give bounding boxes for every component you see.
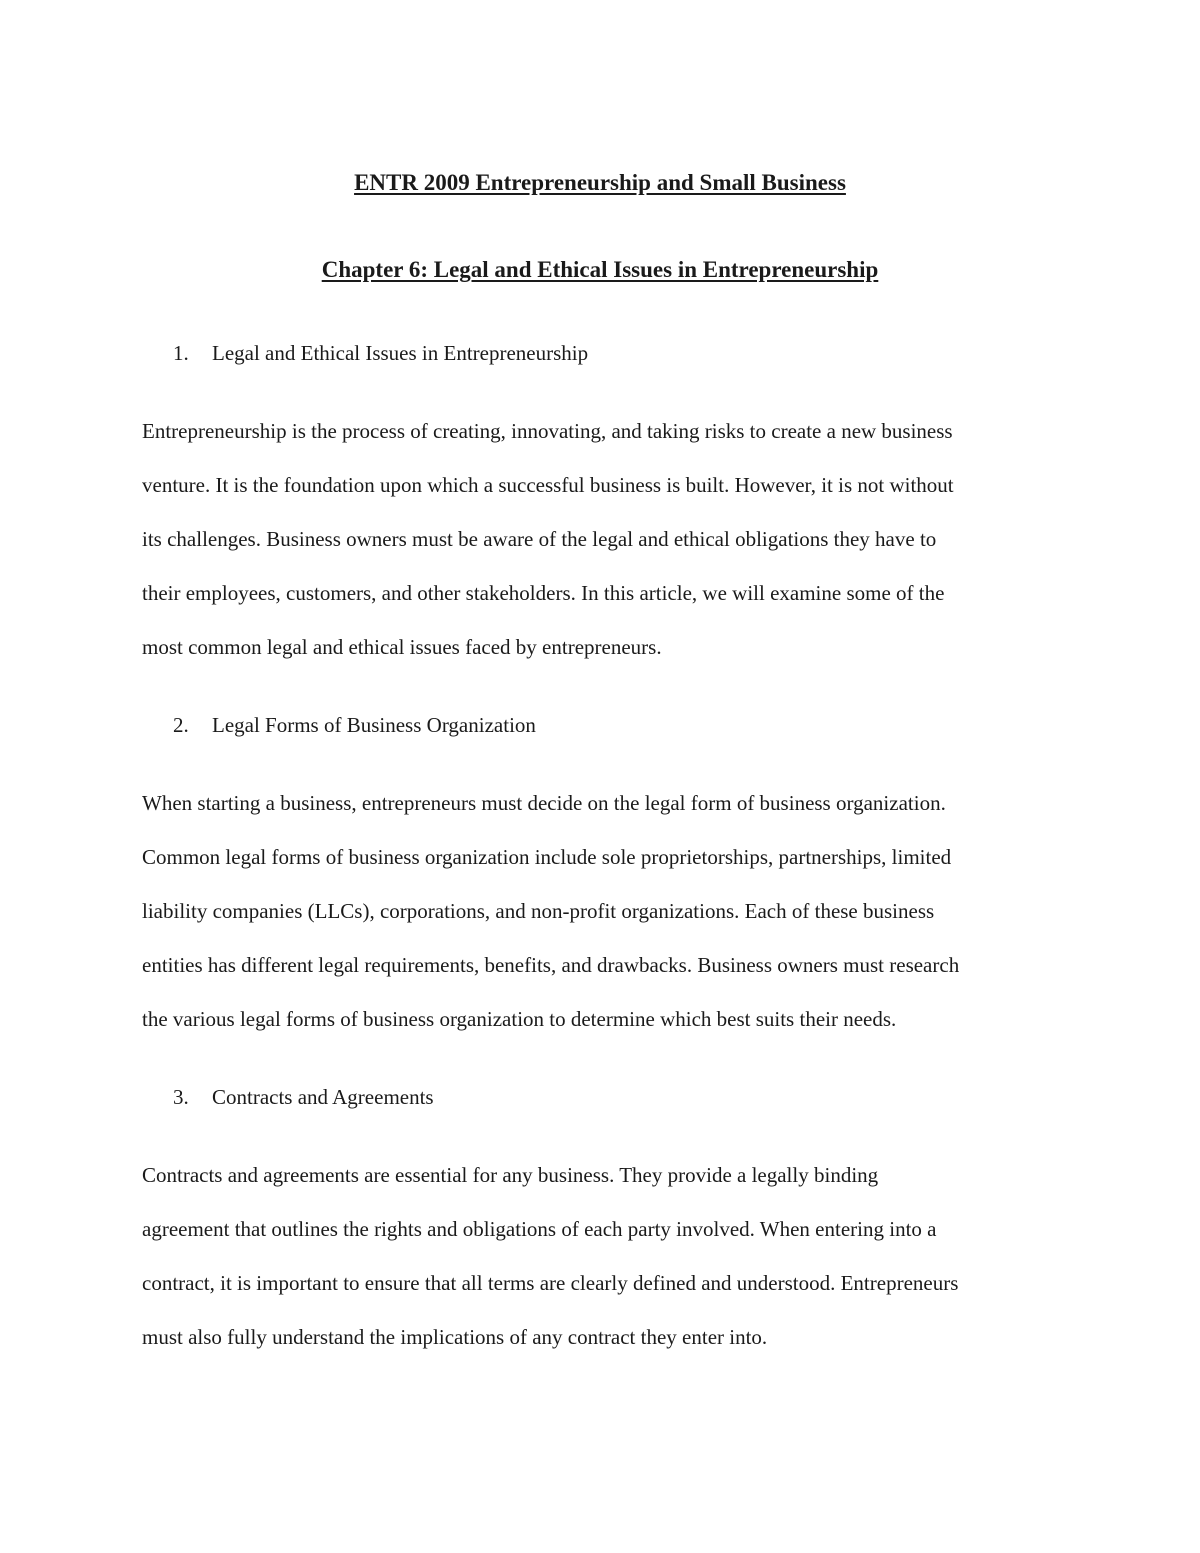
chapter-title: Chapter 6: Legal and Ethical Issues in Entrepreneurship bbox=[321, 257, 879, 282]
paragraph-line: Common legal forms of business organization include sole proprietorships, partnerships, limited bbox=[142, 845, 952, 869]
document-title: ENTR 2009 Entrepreneurship and Small Business bbox=[354, 170, 846, 195]
paragraph-line: liability companies (LLCs), corporations, and non-profit organizations. Each of these business bbox=[142, 899, 935, 923]
paragraph-line: Entrepreneurship is the process of creating, innovating, and taking risks to create a new business bbox=[142, 419, 953, 443]
paragraph-line: their employees, customers, and other stakeholders. In this article, we will examine some of the bbox=[142, 581, 945, 605]
paragraph-line: must also fully understand the implications of any contract they enter into. bbox=[142, 1325, 768, 1349]
section-heading: Contracts and Agreements bbox=[212, 1085, 434, 1109]
section-heading: Legal and Ethical Issues in Entrepreneurship bbox=[212, 341, 589, 365]
paragraph-line: contract, it is important to ensure that all terms are clearly defined and understood. Entrepreneurs bbox=[142, 1271, 959, 1295]
section-number: 1. bbox=[173, 341, 189, 365]
section-number: 2. bbox=[173, 713, 189, 737]
paragraph-line: most common legal and ethical issues faced by entrepreneurs. bbox=[142, 635, 662, 659]
paragraph-line: its challenges. Business owners must be aware of the legal and ethical obligations they have to bbox=[142, 527, 937, 551]
paragraph-line: the various legal forms of business organization to determine which best suits their needs. bbox=[142, 1007, 897, 1031]
section-number: 3. bbox=[173, 1085, 189, 1109]
paragraph-line: When starting a business, entrepreneurs must decide on the legal form of business organization. bbox=[142, 791, 946, 815]
section-heading: Legal Forms of Business Organization bbox=[212, 713, 536, 737]
paragraph-line: agreement that outlines the rights and obligations of each party involved. When entering into a bbox=[142, 1217, 937, 1241]
paragraph-line: Contracts and agreements are essential for any business. They provide a legally binding bbox=[142, 1163, 879, 1187]
paragraph-line: venture. It is the foundation upon which a successful business is built. However, it is not without bbox=[142, 473, 954, 497]
paragraph-line: entities has different legal requirements, benefits, and drawbacks. Business owners must research bbox=[142, 953, 960, 977]
